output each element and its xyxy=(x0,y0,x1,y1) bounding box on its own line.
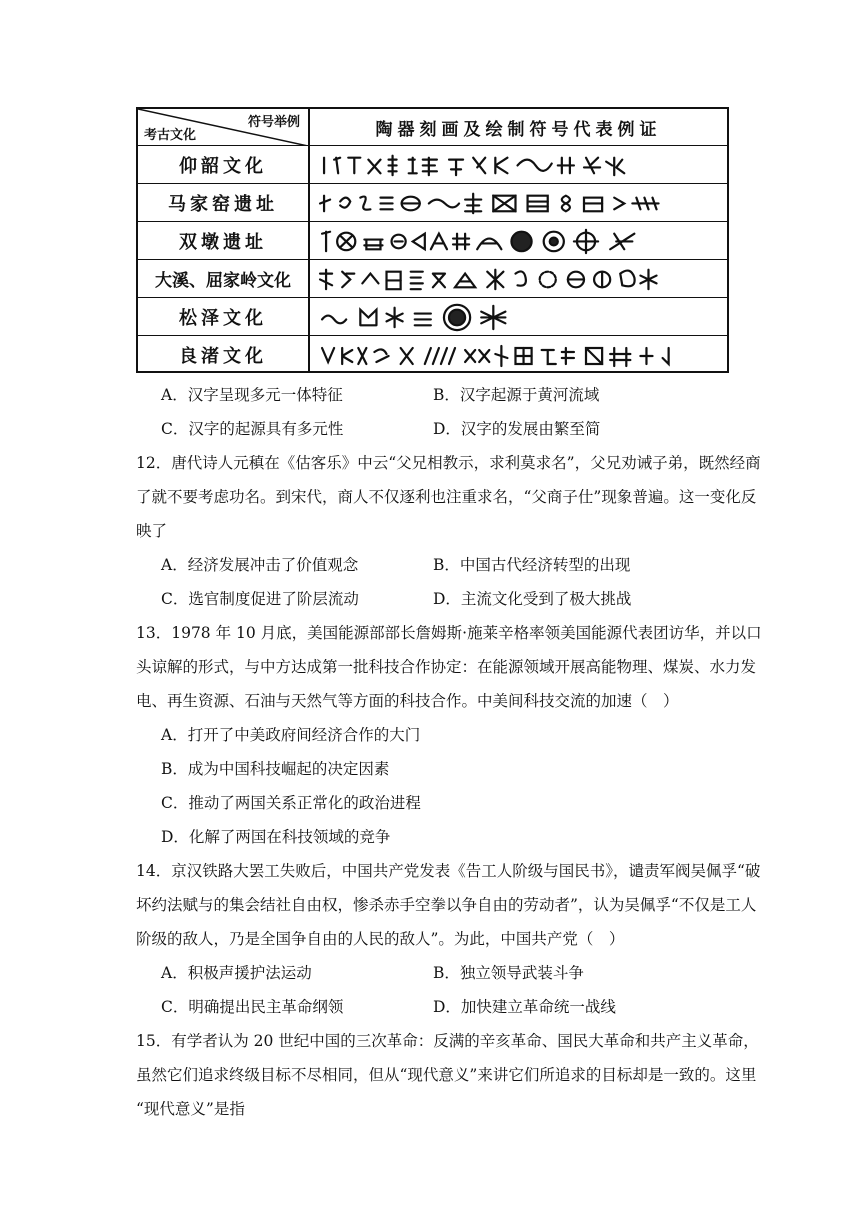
yangshao-symbols xyxy=(316,146,719,183)
q12-option-a[interactable]: A．经济发展冲击了价值观念 xyxy=(161,556,359,574)
table-row xyxy=(138,260,727,298)
culture-name: 松泽文化 xyxy=(179,307,267,329)
q15-stem-line-1: 15．有学者认为 20 世纪中国的三次革命：反满的辛亥革命、国民大革命和共产主义革命， xyxy=(136,1032,759,1050)
daxi-qujialing-symbols xyxy=(316,260,719,297)
q11-option-d[interactable]: D．汉字的发展由繁至简 xyxy=(433,420,601,438)
q13-option-c[interactable]: C．推动了两国关系正常化的政治进程 xyxy=(161,794,421,812)
q14-stem-line-3: 阶级的敌人，乃是全国争自由的人民的敌人”。为此，中国共产党（ ） xyxy=(136,930,625,948)
majiayao-symbols xyxy=(316,184,719,221)
songze-symbols xyxy=(316,298,719,335)
q15-stem-line-2: 虽然它们追求终级目标不尽相同，但从“现代意义”来讲它们所追求的目标却是一致的。这里 xyxy=(136,1066,757,1084)
symbol-strip xyxy=(316,260,719,297)
culture-name: 仰韶文化 xyxy=(179,155,267,177)
q12-option-c[interactable]: C．选官制度促进了阶层流动 xyxy=(161,590,359,608)
header-archaeological-culture: 考古文化 xyxy=(144,128,197,143)
q12-option-d[interactable]: D．主流文化受到了极大挑战 xyxy=(433,590,632,608)
table-row xyxy=(138,298,727,336)
header-symbol-examples: 符号举例 xyxy=(247,115,300,130)
q14-stem-line-2: 坏约法赋与的集会结社自由权，惨杀赤手空拳以争自由的劳动者”，认为吴佩孚“不仅是工人 xyxy=(136,896,757,914)
q14-option-d[interactable]: D．加快建立革命统一战线 xyxy=(433,998,616,1016)
culture-name: 良渚文化 xyxy=(179,345,267,367)
q14-option-b[interactable]: B．独立领导武装斗争 xyxy=(433,964,584,982)
q14-stem-line-1: 14．京汉铁路大罢工失败后，中国共产党发表《告工人阶级与国民书》，谴责军阀吴佩孚“破 xyxy=(136,862,761,880)
q13-stem-line-2: 头谅解的形式，与中方达成第一批科技合作协定：在能源领域开展高能物理、煤炭、水力发 xyxy=(136,658,757,676)
q12-stem-line-1: 12．唐代诗人元稹在《估客乐》中云“父兄相教示，求利莫求名”，父兄劝诫子弟，既然经商 xyxy=(136,454,761,472)
symbol-strip xyxy=(316,336,719,373)
q13-stem-line-1: 13．1978 年 10 月底，美国能源部部长詹姆斯·施莱辛格率领美国能源代表团访华，并以口 xyxy=(136,624,762,642)
culture-name: 双墩遗址 xyxy=(179,231,267,253)
symbol-strip xyxy=(316,146,719,183)
table-row xyxy=(138,146,727,184)
q15-stem-line-3: “现代意义”是指 xyxy=(136,1100,245,1118)
q12-option-b[interactable]: B．中国古代经济转型的出现 xyxy=(433,556,631,574)
q14-option-a[interactable]: A．积极声援护法运动 xyxy=(161,964,312,982)
table-header-row xyxy=(138,109,727,146)
q13-option-d[interactable]: D．化解了两国在科技领域的竞争 xyxy=(161,828,391,846)
culture-name: 大溪、屈家岭文化 xyxy=(155,271,291,291)
q11-option-c[interactable]: C．汉字的起源具有多元性 xyxy=(161,420,344,438)
q13-option-a[interactable]: A．打开了中美政府间经济合作的大门 xyxy=(161,726,421,744)
symbol-strip xyxy=(316,298,719,335)
table-row xyxy=(138,336,727,373)
header-main-title: 陶器刻画及绘制符号代表例证 xyxy=(375,119,662,140)
q11-option-b[interactable]: B．汉字起源于黄河流域 xyxy=(433,386,600,404)
q11-option-a[interactable]: A．汉字呈现多元一体特征 xyxy=(161,386,343,404)
pottery-symbol-table xyxy=(136,107,729,373)
symbol-strip xyxy=(316,222,719,259)
table-row xyxy=(138,184,727,222)
liangzhu-symbols xyxy=(316,336,719,373)
symbol-strip xyxy=(316,184,719,221)
q14-option-c[interactable]: C．明确提出民主革命纲领 xyxy=(161,998,344,1016)
q13-stem-line-3: 电、再生资源、石油与天然气等方面的科技合作。中美间科技交流的加速（ ） xyxy=(136,692,679,710)
shuangdun-symbols xyxy=(316,222,719,259)
q13-option-b[interactable]: B．成为中国科技崛起的决定因素 xyxy=(161,760,390,778)
q12-stem-line-2: 了就不要考虑功名。到宋代，商人不仅逐利也注重求名，“父商子仕”现象普遍。这一变化反 xyxy=(136,488,757,506)
table-row xyxy=(138,222,727,260)
q12-stem-line-3: 映了 xyxy=(136,522,168,540)
culture-name: 马家窑遗址 xyxy=(168,193,278,215)
